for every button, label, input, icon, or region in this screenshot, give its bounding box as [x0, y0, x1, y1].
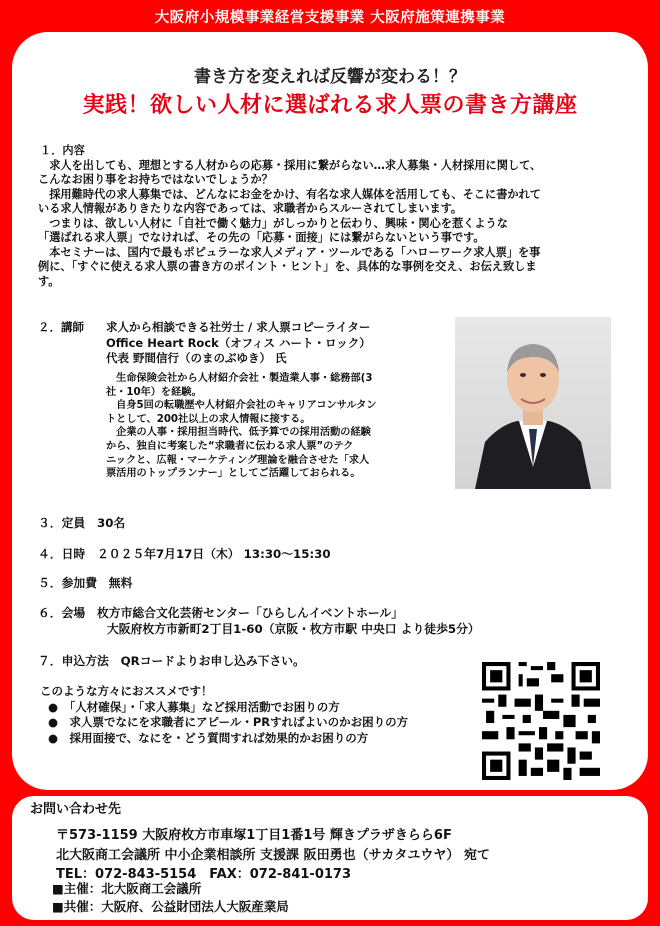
section-content-heading: １．内容 [40, 144, 85, 157]
contact-office: 北大阪商工会議所 中小企業相談所 支援課 阪田勇也（サカタユウヤ） 宛て [56, 847, 490, 863]
content-line: こんなお困り事をお持ちではないでしょうか？ [38, 173, 273, 186]
bio-line: から、独自に考案した“求職者に伝わる求人票”のテク [106, 440, 354, 452]
recommend-block [40, 684, 408, 746]
lecturer-line: Office Heart Rock（オフィス ハート・ロック） [106, 335, 371, 350]
page-title: 実践！欲しい人材に選ばれる求人票の書き方講座 [82, 93, 578, 118]
content-line: 例に、「すぐに使える求人票の書き方のポイント・ヒント」を、具体的な事例を交え、お伝え致しま [38, 260, 537, 273]
qr-code-icon[interactable] [482, 662, 600, 780]
recommend-item: ● 「人材確保」・「求人募集」など採用活動でお困りの方 [48, 699, 340, 714]
bio-line: 自身5回の転職歴や人材紹介会社のキャリアコンサルタン [106, 400, 377, 412]
contact-card [12, 796, 648, 920]
content-line: 本セミナーは、国内で最もポピュラーな求人メディア・ツールである「ハローワーク求人票」を事 [38, 245, 541, 259]
organizer: ■主催：北大阪商工会議所 [52, 881, 202, 896]
bio-line: 企業の人事・採用担当時代、低予算での採用活動の経験 [106, 427, 371, 439]
bio-line: 生命保険会社から人材紹介会社・製造業人事・総務部(3 [106, 373, 373, 384]
lecturer-line: 求人から相談できる社労士 / 求人票コピーライター [106, 320, 371, 334]
bio-line: 票活用のトップランナー」としてご活躍しておられる。 [106, 468, 361, 480]
main-card [12, 32, 648, 790]
bio-line: ニックと、広報・マーケティング理論を融合させた「求人 [106, 454, 370, 466]
lecturer-photo [455, 317, 611, 489]
recommend-item: ● 求人票でなにを求職者にアピール・PRすればよいのかお困りの方 [48, 715, 409, 729]
contact-heading: お問い合わせ先 [30, 802, 122, 817]
lecturer-name: 代表 野間信行（のまのぶゆき） 氏 [106, 351, 287, 365]
content-line: 「選ばれる求人票」でなければ、その先の「応募・面接」には繋がらないという事です。 [38, 231, 485, 244]
contact-phone: TEL：072-843-5154 FAX：072-841-0173 [56, 867, 351, 882]
section-venue: ６．会場 枚方市総合文化芸術センター「ひらしんイベントホール」 [38, 606, 403, 620]
cohost: ■共催：大阪府、公益財団法人大阪産業局 [52, 899, 289, 914]
lecturer-bio [106, 372, 416, 481]
subtitle: 書き方を変えれば反響が変わる！？ [194, 67, 466, 87]
section-apply: ７．申込方法 QRコードよりお申し込み下さい。 [38, 654, 305, 668]
content-line: す。 [38, 274, 60, 288]
section-datetime: ４．日時 ２０２５年7月17日（木） 13:30～15:30 [38, 547, 331, 561]
content-line: 求人を出しても、理想とする人材からの応募・採用に繋がらない…求人募集・人材採用に関して、 [38, 158, 542, 172]
recommend-item: ● 採用面接で、なにを・どう質問すれば効果的かお困りの方 [48, 730, 369, 745]
section-capacity: ３．定員 30名 [38, 516, 126, 530]
content-line: いる求人情報がありきたりな内容であっては、求職者からスルーされてしまいます。 [38, 202, 463, 215]
bio-line: トとして、200社以上の求人情報に接する。 [106, 413, 311, 425]
contact-info [56, 826, 490, 885]
section-fee: ５．参加費 無料 [38, 576, 133, 590]
organizers [52, 880, 289, 916]
content-line: 採用難時代の求人募集では、どんなにお金をかけ、有名な求人媒体を活用しても、そこに書かれて [38, 187, 541, 201]
top-banner: 大阪府小規模事業経営支援事業 大阪府施策連携事業 [154, 10, 506, 26]
bio-line: 社・10年）を経験。 [106, 386, 202, 398]
section-content [38, 144, 628, 289]
section-lecturer-heading: ２．講師 [38, 320, 84, 334]
recommend-heading: このような方々におススメです！ [40, 684, 213, 698]
content-line: つまりは、欲しい人材に「自社で働く魅力」がしっかりと伝わり、興味・関心を惹くような [38, 216, 508, 230]
venue-address: 大阪府枚方市新町2丁目1-60（京阪・枚方市駅 中央口 より徒歩5分） [107, 622, 480, 636]
contact-address: 〒573-1159 大阪府枚方市車塚1丁目1番1号 輝きプラザきらら6F [56, 828, 452, 843]
